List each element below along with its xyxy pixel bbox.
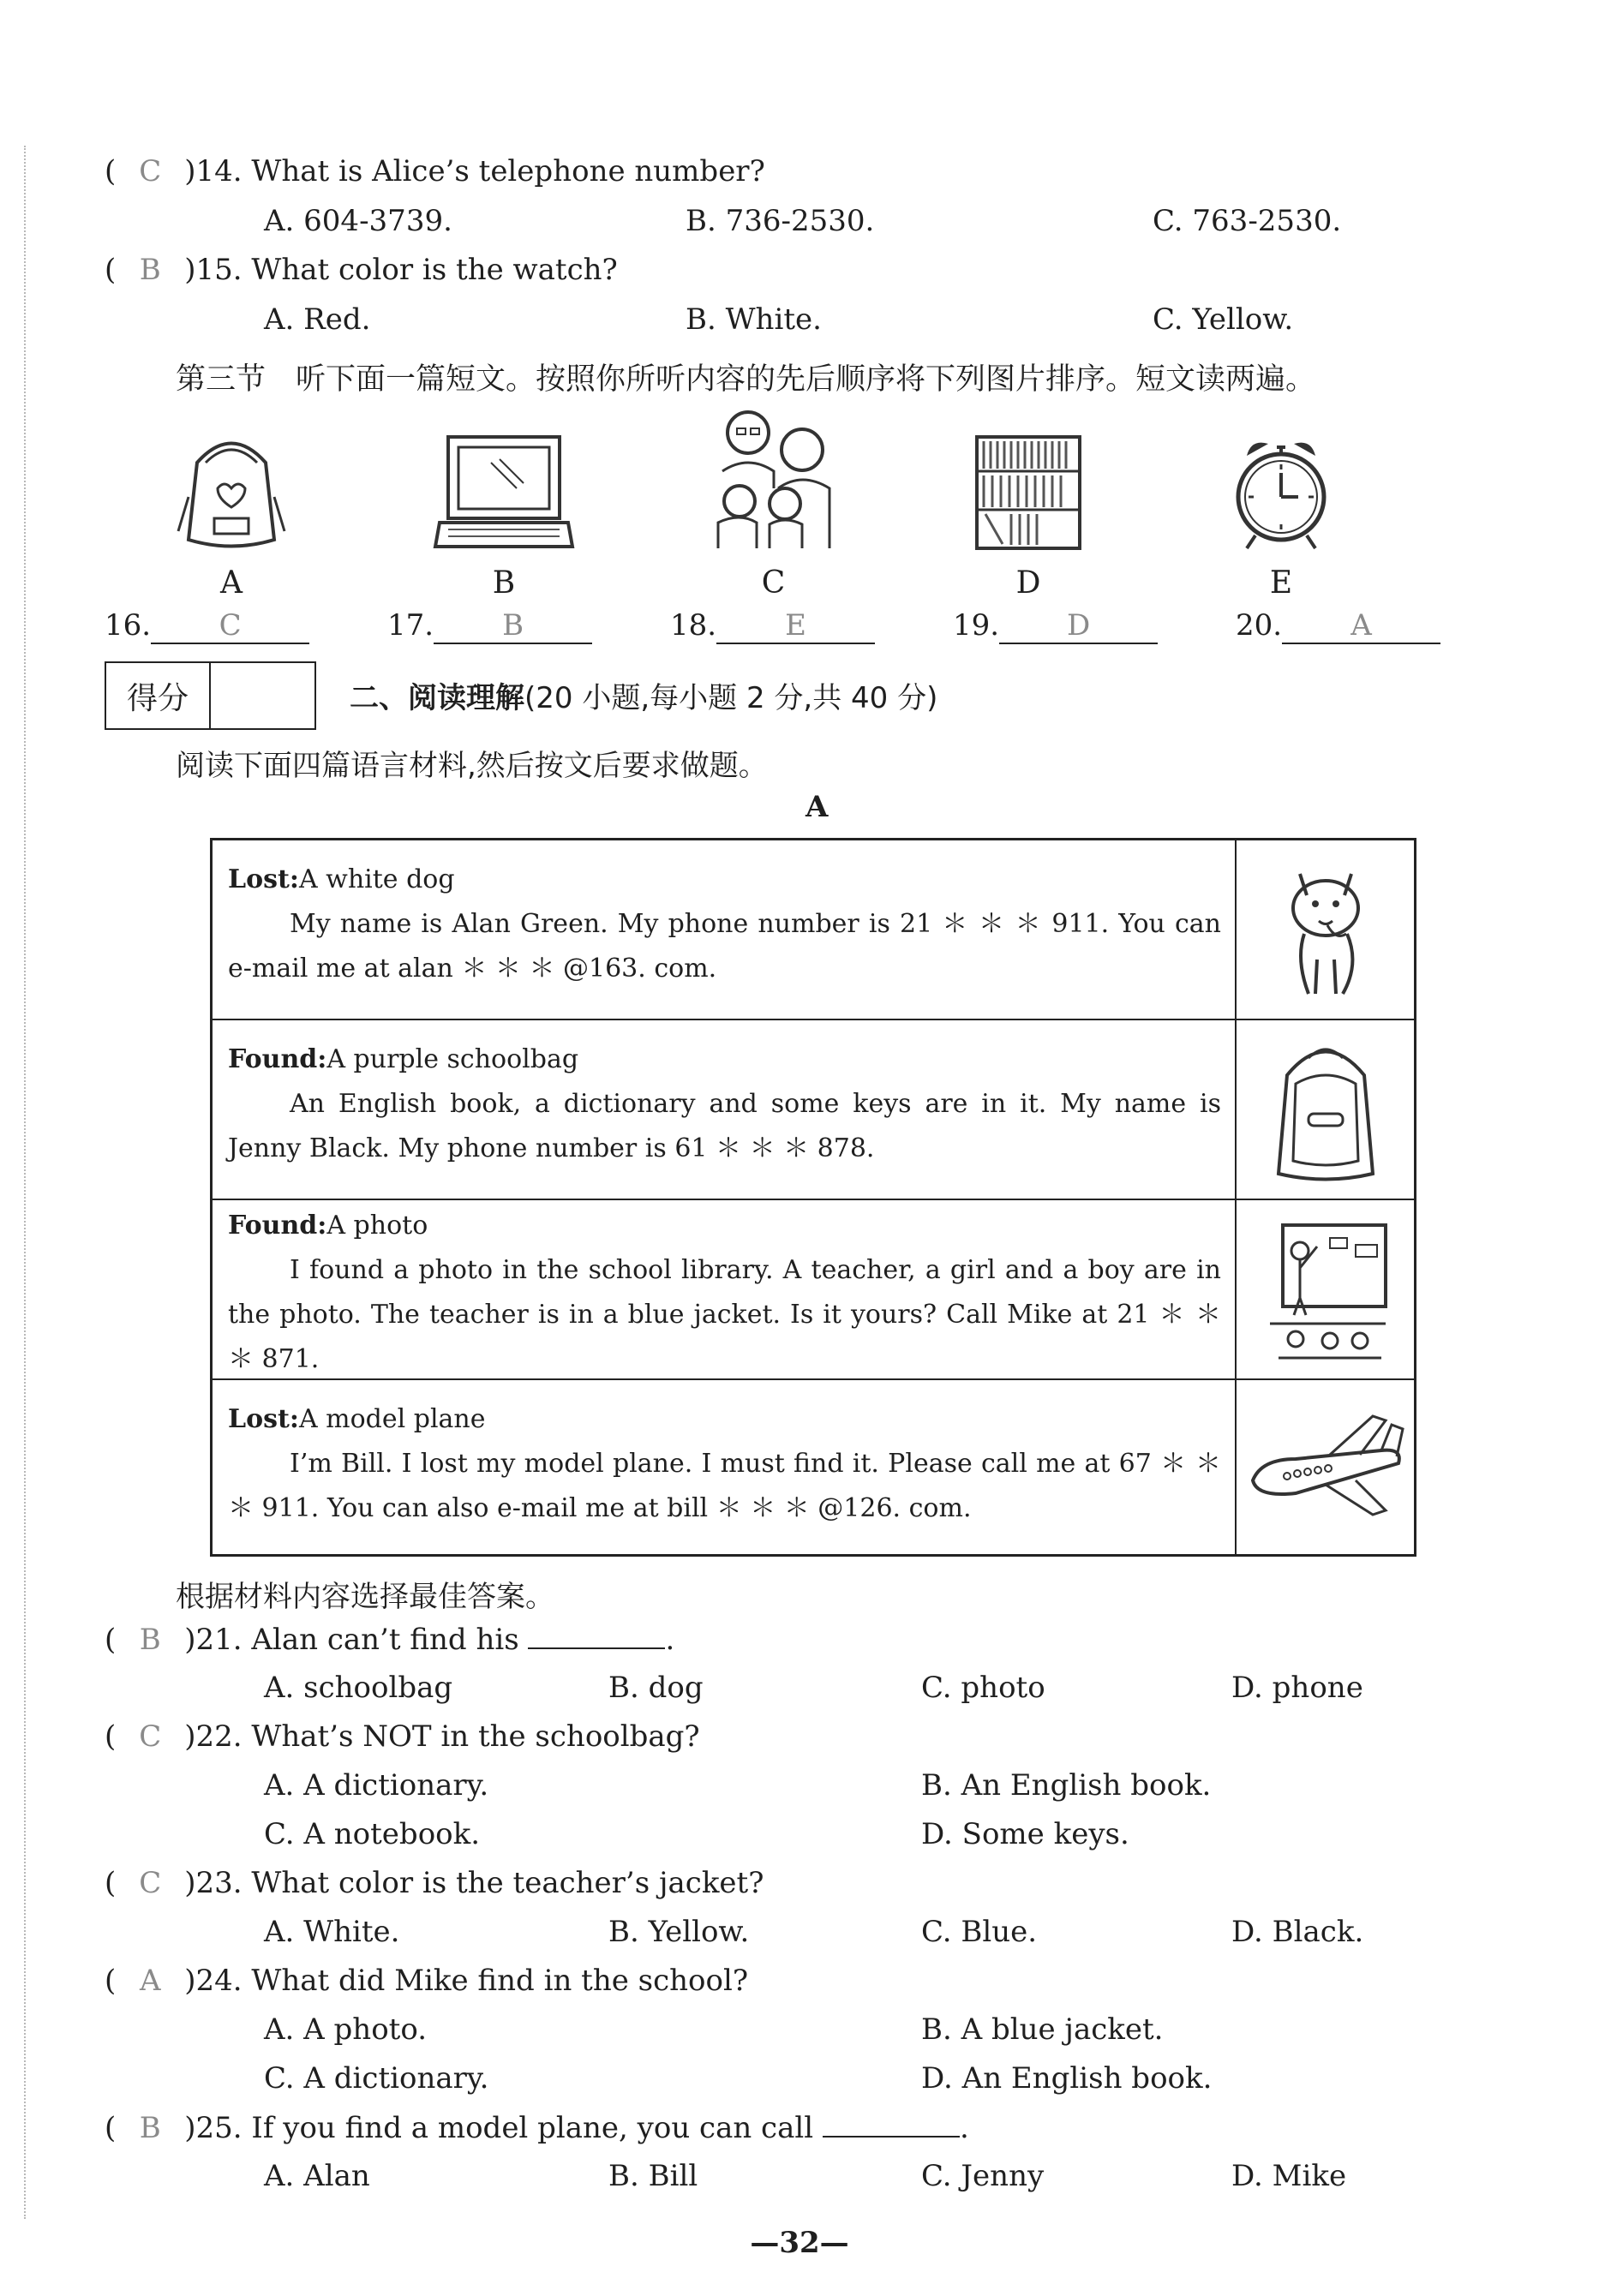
option-21-a: A. schoolbag bbox=[264, 1671, 453, 1705]
answer-row-16 bbox=[105, 608, 309, 644]
option-22-b: B. An English book. bbox=[921, 1768, 1212, 1803]
answer-24: A bbox=[139, 1964, 161, 1998]
part2-heading bbox=[350, 674, 937, 716]
blank-25 bbox=[823, 2110, 960, 2138]
question-21-text: )21. Alan can’t find his bbox=[184, 1623, 519, 1657]
picture-c bbox=[698, 403, 848, 601]
question-15: ( B )15. What color is the watch? bbox=[105, 253, 618, 287]
passage-label: A bbox=[805, 790, 829, 824]
notice-item: A photo bbox=[326, 1211, 428, 1241]
option-15-c: C. Yellow. bbox=[1153, 302, 1294, 337]
margin-dotted-line bbox=[24, 146, 26, 2219]
question-25-text: )25. If you find a model plane, you can call bbox=[184, 2111, 814, 2145]
option-15-a: A. Red. bbox=[264, 302, 371, 337]
schoolbag-icon bbox=[171, 428, 291, 557]
question-15-text: )15. What color is the watch? bbox=[184, 253, 618, 287]
option-24-c: C. A dictionary. bbox=[264, 2061, 489, 2096]
option-23-d: D. Black. bbox=[1231, 1915, 1364, 1949]
answer-18: E bbox=[716, 608, 875, 644]
question-23: ( C )23. What color is the teacher’s jacket? bbox=[105, 1866, 764, 1900]
picture-a bbox=[163, 428, 300, 601]
option-25-b: B. Bill bbox=[608, 2159, 698, 2193]
num-19: 19. bbox=[953, 608, 1000, 643]
picture-c-label: C bbox=[761, 565, 786, 601]
num-20: 20. bbox=[1236, 608, 1283, 643]
notice-item: A model plane bbox=[298, 1404, 486, 1434]
question-14: ( C )14. What is Alice’s telephone number? bbox=[105, 154, 765, 188]
notice-body: I found a photo in the school library. A teacher, a girl and a boy are in the photo. The teacher is in a blue jacket. Is it yours? Call Mike at 21 ＊ ＊ ＊ 871. bbox=[228, 1255, 1221, 1374]
option-23-b: B. Yellow. bbox=[608, 1915, 750, 1949]
score-field[interactable] bbox=[211, 663, 314, 728]
question-22: ( C )22. What’s NOT in the schoolbag? bbox=[105, 1719, 700, 1754]
reading-instruction: 阅读下面四篇语言材料,然后按文后要求做题。 bbox=[176, 749, 768, 783]
choose-instruction: 根据材料内容选择最佳答案。 bbox=[176, 1580, 554, 1614]
option-14-c: C. 763-2530. bbox=[1153, 204, 1342, 238]
picture-e bbox=[1217, 428, 1345, 601]
dog-icon bbox=[1266, 857, 1386, 1002]
notice-found-schoolbag: Found:A purple schoolbag An English book, a dictionary and some keys are in it. My name is Jenny Black. My phone number is 61 ＊ ＊ ＊ 878. bbox=[213, 1020, 1414, 1200]
question-25: ( B )25. If you find a model plane, you can call . bbox=[105, 2111, 969, 2145]
option-15-b: B. White. bbox=[686, 302, 822, 337]
answer-19: D bbox=[999, 608, 1158, 644]
question-22-text: )22. What’s NOT in the schoolbag? bbox=[184, 1719, 700, 1754]
option-14-b: B. 736-2530. bbox=[686, 204, 875, 238]
classroom-photo-icon bbox=[1261, 1212, 1390, 1366]
notice-found-photo: Found:A photo I found a photo in the school library. A teacher, a girl and a boy are in the photo. The teacher is in a blue jacket. Is it yours? Call Mike at 21 ＊ ＊ ＊ 871. bbox=[213, 1200, 1414, 1380]
part2-subtitle: (20 小题,每小题 2 分,共 40 分) bbox=[524, 681, 938, 715]
option-25-c: C. Jenny bbox=[921, 2159, 1045, 2193]
question-24-text: )24. What did Mike find in the school? bbox=[184, 1964, 749, 1998]
answer-17: B bbox=[434, 608, 592, 644]
notice-lost-plane: Lost:A model plane I’m Bill. I lost my model plane. I must find it. Please call me at 67 ＊ ＊ ＊ 911. You can also e-mail me at bill ＊ ＊ ＊ @126. com. bbox=[213, 1380, 1414, 1554]
num-16: 16. bbox=[105, 608, 152, 643]
option-22-c: C. A notebook. bbox=[264, 1817, 481, 1851]
option-24-b: B. A blue jacket. bbox=[921, 2012, 1164, 2047]
answer-row-19 bbox=[953, 608, 1158, 644]
num-18: 18. bbox=[670, 608, 717, 643]
answer-20: A bbox=[1282, 608, 1440, 644]
answer-row-18 bbox=[670, 608, 875, 644]
notice-body: An English book, a dictionary and some keys are in it. My name is Jenny Black. My phone number is 61 ＊ ＊ ＊ 878. bbox=[228, 1089, 1221, 1163]
answer-25: B bbox=[139, 2111, 161, 2145]
option-21-d: D. phone bbox=[1231, 1671, 1363, 1705]
plane-icon bbox=[1244, 1412, 1407, 1523]
notice-item: A white dog bbox=[298, 864, 455, 894]
bookcase-icon bbox=[968, 428, 1088, 557]
notice-body: I’m Bill. I lost my model plane. I must find it. Please call me at 67 ＊ ＊ ＊ 911. You can also e-mail me at bill ＊ ＊ ＊ @126. com. bbox=[228, 1449, 1221, 1523]
option-25-d: D. Mike bbox=[1231, 2159, 1347, 2193]
option-24-d: D. An English book. bbox=[921, 2061, 1213, 2096]
answer-row-20 bbox=[1236, 608, 1440, 644]
laptop-icon bbox=[431, 428, 577, 557]
backpack-icon bbox=[1266, 1032, 1386, 1187]
option-23-c: C. Blue. bbox=[921, 1915, 1038, 1949]
picture-b-label: B bbox=[492, 565, 516, 601]
answer-14: C bbox=[139, 154, 162, 188]
answer-15: B bbox=[139, 253, 161, 287]
question-14-text: )14. What is Alice’s telephone number? bbox=[184, 154, 765, 188]
blank-21 bbox=[528, 1622, 665, 1649]
notice-table bbox=[210, 838, 1416, 1557]
picture-d-label: D bbox=[1015, 565, 1041, 601]
option-21-b: B. dog bbox=[608, 1671, 704, 1705]
alarm-clock-icon bbox=[1221, 428, 1341, 557]
question-21: ( B )21. Alan can’t find his . bbox=[105, 1623, 675, 1657]
part2-title: 二、阅读理解 bbox=[350, 681, 524, 715]
question-23-text: )23. What color is the teacher’s jacket? bbox=[184, 1866, 764, 1900]
section3-title: 第三节 听下面一篇短文。按照你所听内容的先后顺序将下列图片排序。短文读两遍。 bbox=[176, 362, 1316, 397]
option-25-a: A. Alan bbox=[264, 2159, 370, 2193]
answer-23: C bbox=[139, 1866, 162, 1900]
score-box bbox=[105, 661, 316, 730]
option-14-a: A. 604-3739. bbox=[264, 204, 452, 238]
notice-type: Found bbox=[228, 1044, 318, 1074]
notice-lost-dog: Lost:A white dog My name is Alan Green. My phone number is 21 ＊ ＊ ＊ 911. You can e-mail me at alan ＊ ＊ ＊ @163. com. bbox=[213, 840, 1414, 1020]
option-23-a: A. White. bbox=[264, 1915, 400, 1949]
notice-item: A purple schoolbag bbox=[326, 1044, 579, 1074]
option-22-a: A. A dictionary. bbox=[264, 1768, 489, 1803]
answer-16: C bbox=[151, 608, 309, 644]
picture-b bbox=[427, 428, 581, 601]
option-22-d: D. Some keys. bbox=[921, 1817, 1129, 1851]
answer-22: C bbox=[139, 1719, 162, 1754]
page-number: —32— bbox=[750, 2226, 849, 2260]
score-label: 得分 bbox=[106, 663, 211, 728]
notice-type: Found bbox=[228, 1211, 318, 1241]
picture-e-label: E bbox=[1269, 565, 1293, 601]
notice-body: My name is Alan Green. My phone number is 21 ＊ ＊ ＊ 911. You can e-mail me at alan ＊ ＊ ＊ @163. com. bbox=[228, 909, 1221, 984]
picture-d bbox=[964, 428, 1093, 601]
family-icon bbox=[701, 403, 847, 557]
notice-type: Lost bbox=[228, 864, 290, 894]
answer-row-17 bbox=[387, 608, 592, 644]
option-24-a: A. A photo. bbox=[264, 2012, 428, 2047]
option-21-c: C. photo bbox=[921, 1671, 1045, 1705]
question-24: ( A )24. What did Mike find in the school? bbox=[105, 1964, 749, 1998]
notice-type: Lost bbox=[228, 1404, 290, 1434]
num-17: 17. bbox=[387, 608, 434, 643]
answer-21: B bbox=[139, 1623, 161, 1657]
picture-a-label: A bbox=[220, 565, 243, 601]
